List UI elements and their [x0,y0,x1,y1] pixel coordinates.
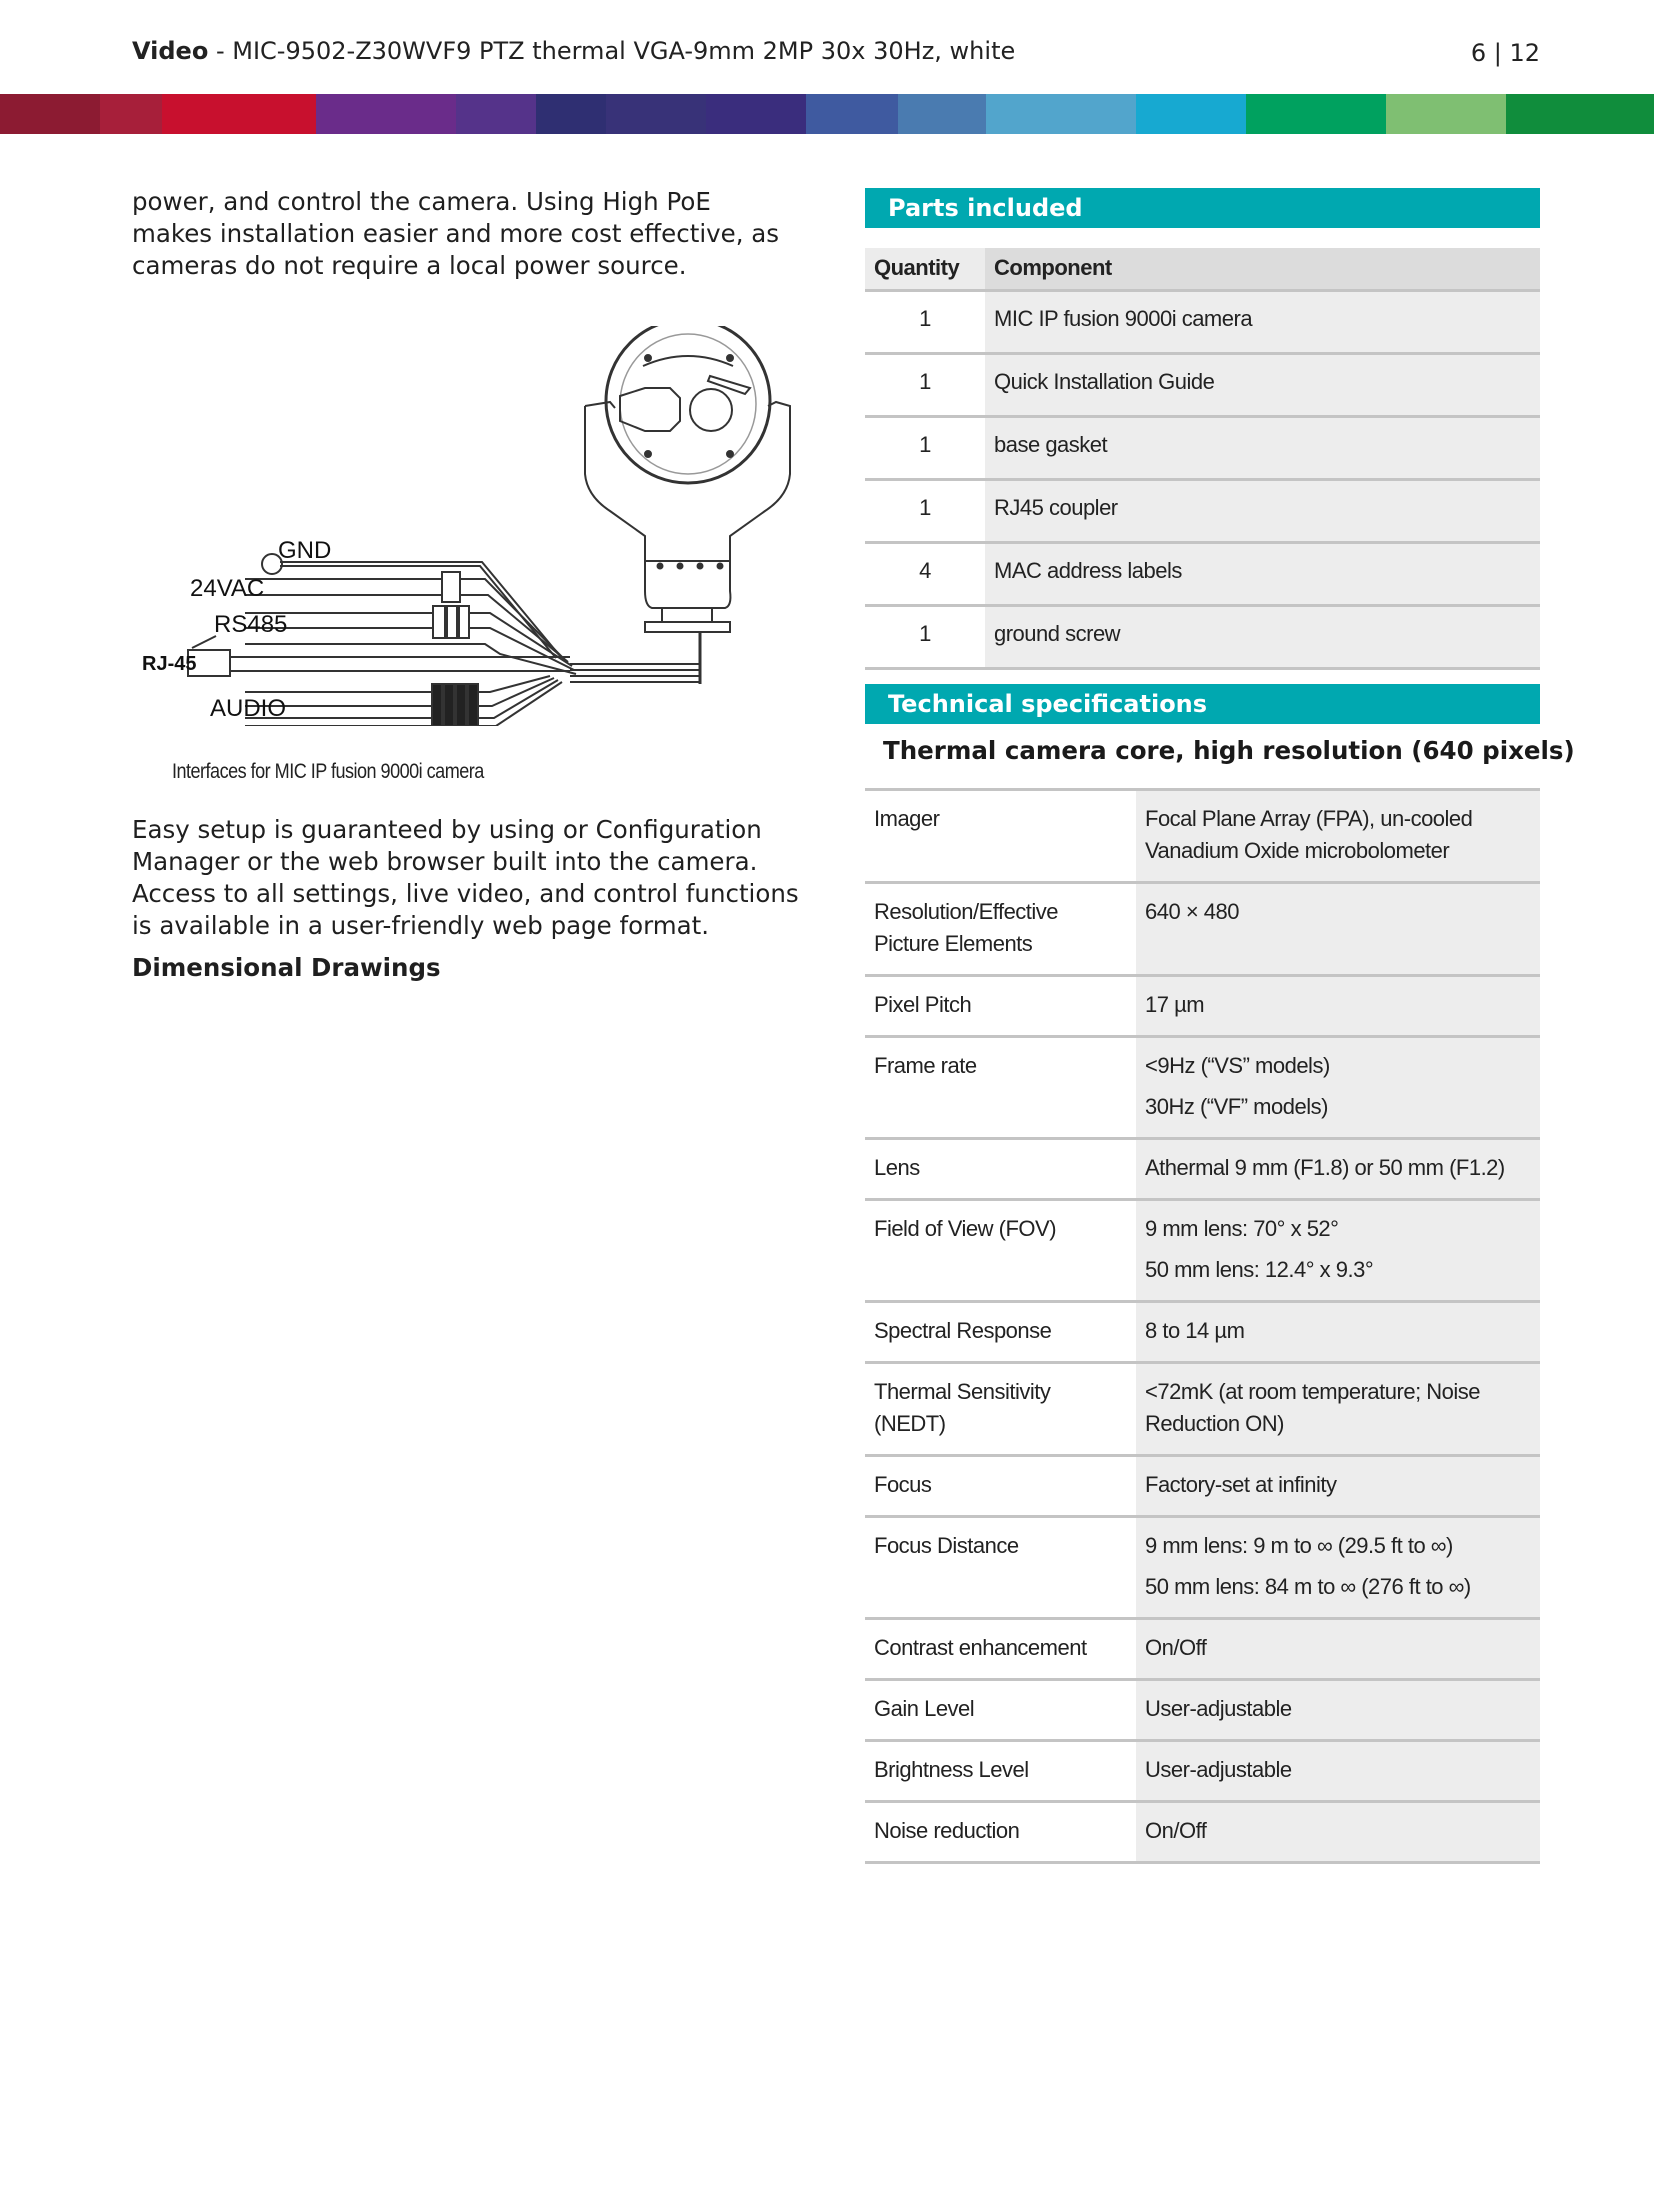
title-separator: - [208,37,233,65]
label-gnd: GND [278,537,332,564]
spec-value-line: <9Hz (“VS” models) [1145,1053,1330,1078]
quantity-cell: 1 [865,290,985,353]
column-header-component: Component [985,248,1540,290]
technical-specifications-heading: Technical specifications [865,684,1540,724]
spec-row [865,1456,1540,1517]
spec-label: Lens [865,1139,1136,1200]
spec-value-line: 640 × 480 [1145,899,1239,924]
spec-row [865,790,1540,883]
component-cell: base gasket [985,416,1540,479]
color-band-segment [1246,94,1306,134]
figure-caption: Interfaces for MIC IP fusion 9000i camera [172,760,484,783]
spec-value-line: User-adjustable [1145,1757,1292,1782]
color-band-segment [162,94,186,134]
spec-label: Focus [865,1456,1136,1517]
document-category: Video [132,37,209,65]
spec-row [865,1619,1540,1680]
table-row [865,605,1540,668]
column-header-quantity: Quantity [865,248,985,290]
parts-table-header [865,248,1540,290]
spec-value [1136,1363,1540,1456]
spec-value [1136,1680,1540,1741]
color-band-segment [806,94,898,134]
spec-value [1136,790,1540,883]
quantity-cell: 4 [865,542,985,605]
spec-label: Focus Distance [865,1517,1136,1619]
spec-value-line: On/Off [1145,1818,1207,1843]
spec-value-line: Athermal 9 mm (F1.8) or 50 mm (F1.2) [1145,1155,1505,1180]
spec-value-line: Factory-set at infinity [1145,1472,1337,1497]
spec-value-line: 30Hz (“VF” models) [1145,1094,1328,1119]
spec-row [865,1200,1540,1302]
spec-label: Thermal Sensitivity (NEDT) [865,1363,1136,1456]
parts-included-heading: Parts included [865,188,1540,228]
spec-value-line: <72mK (at room temperature; Noise Reduction ON) [1145,1379,1481,1436]
quantity-cell: 1 [865,353,985,416]
spec-value-line: Focal Plane Array (FPA), un-cooled Vanadium Oxide microbolometer [1145,806,1473,863]
camera-interfaces-diagram [140,326,800,726]
spec-table [865,788,1540,1864]
spec-value-line: User-adjustable [1145,1696,1292,1721]
color-band-segment [1506,94,1654,134]
color-band-segment [536,94,606,134]
spec-row [865,883,1540,976]
spec-row [865,1741,1540,1802]
right-column [865,188,1575,1843]
spec-value [1136,1037,1540,1139]
spec-label: Field of View (FOV) [865,1200,1136,1302]
color-band-segment [706,94,806,134]
color-band-segment [1386,94,1506,134]
document-title [132,34,1015,68]
dimensional-drawings-heading: Dimensional Drawings [132,953,441,982]
spec-value-line: 9 mm lens: 9 m to ∞ (29.5 ft to ∞) [1145,1533,1453,1558]
component-cell: ground screw [985,605,1540,668]
color-band-segment [316,94,456,134]
spec-label: Gain Level [865,1680,1136,1741]
spec-value [1136,1302,1540,1363]
page-header [132,34,1540,74]
component-cell: MIC IP fusion 9000i camera [985,290,1540,353]
left-column [132,186,799,982]
spec-value-line: 50 mm lens: 12.4° x 9.3° [1145,1257,1374,1282]
spec-value-line: 17 µm [1145,992,1205,1017]
color-band-segment [1136,94,1246,134]
quantity-cell: 1 [865,416,985,479]
table-row [865,542,1540,605]
spec-label: Noise reduction [865,1802,1136,1863]
spec-value [1136,883,1540,976]
spec-value [1136,1139,1540,1200]
spec-label: Contrast enhancement [865,1619,1136,1680]
table-row [865,353,1540,416]
spec-value [1136,976,1540,1037]
quantity-cell: 1 [865,479,985,542]
spec-value [1136,1619,1540,1680]
color-band-segment [606,94,706,134]
color-band-segment [100,94,162,134]
spec-row [865,1363,1540,1456]
component-cell: Quick Installation Guide [985,353,1540,416]
intro-paragraph: power, and control the camera. Using High PoE makes installation easier and more cost effective, as cameras do not require a local power source. [132,187,780,280]
spec-value-line: 8 to 14 µm [1145,1318,1245,1343]
color-band-segment [0,94,100,134]
product-title: MIC-9502-Z30WVF9 PTZ thermal VGA-9mm 2MP 30x 30Hz, white [232,37,1016,65]
color-band-segment [1306,94,1386,134]
quantity-cell: 1 [865,605,985,668]
parts-table [865,248,1540,670]
table-row [865,290,1540,353]
color-band-segment [456,94,536,134]
label-rj45: RJ-45 [142,653,197,675]
spec-label: Frame rate [865,1037,1136,1139]
label-24vac: 24VAC [190,575,265,602]
spec-value [1136,1802,1540,1863]
color-band-segment [186,94,316,134]
spec-row [865,1680,1540,1741]
page-number: 6 | 12 [1470,39,1540,67]
label-rs485: RS485 [214,611,288,638]
table-row [865,479,1540,542]
spec-label: Spectral Response [865,1302,1136,1363]
spec-label: Resolution/Effective Picture Elements [865,883,1136,976]
spec-value-line: 9 mm lens: 70° x 52° [1145,1216,1339,1241]
spec-value-line: 50 mm lens: 84 m to ∞ (276 ft to ∞) [1145,1574,1471,1599]
color-band-segment [986,94,1136,134]
spec-label: Imager [865,790,1136,883]
component-cell: MAC address labels [985,542,1540,605]
spec-value [1136,1741,1540,1802]
spec-value [1136,1456,1540,1517]
spec-row [865,1139,1540,1200]
component-cell: RJ45 coupler [985,479,1540,542]
color-band-segment [898,94,986,134]
spec-row [865,1802,1540,1863]
spec-value [1136,1517,1540,1619]
brand-color-band [0,94,1654,134]
label-audio: AUDIO [210,695,287,722]
setup-paragraph: Easy setup is guaranteed by using or Configuration Manager or the web browser built into the camera. Access to all settings, live video, and control functions is available in a user-friendly web page format. [132,815,799,940]
spec-value-line: On/Off [1145,1635,1207,1660]
spec-row [865,1517,1540,1619]
table-row [865,416,1540,479]
spec-row [865,1302,1540,1363]
spec-row [865,1037,1540,1139]
spec-row [865,976,1540,1037]
spec-value [1136,1200,1540,1302]
spec-label: Brightness Level [865,1741,1136,1802]
spec-subheading: Thermal camera core, high resolution (640 pixels) [883,736,1575,765]
spec-label: Pixel Pitch [865,976,1136,1037]
